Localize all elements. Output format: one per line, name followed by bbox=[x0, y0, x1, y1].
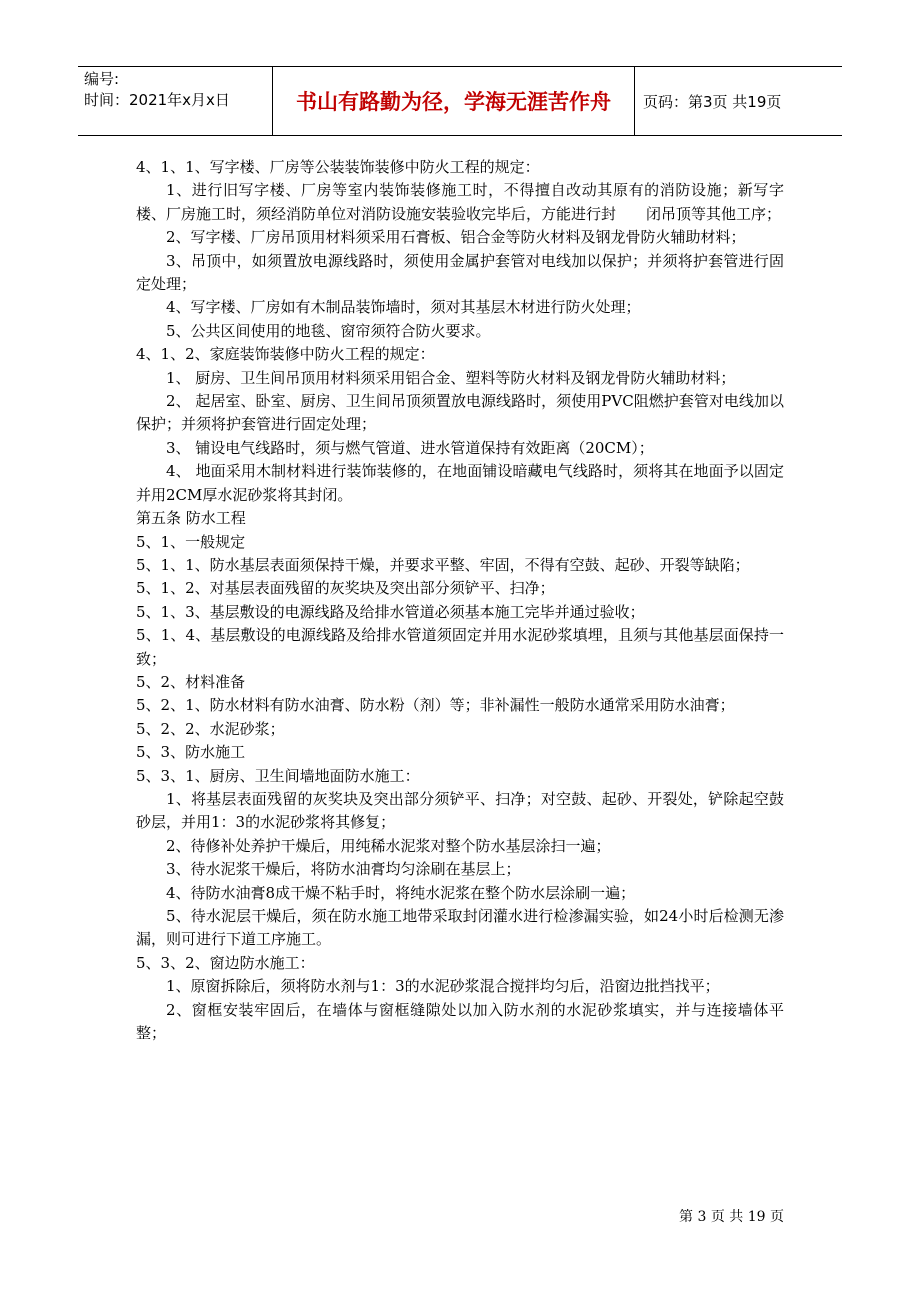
paragraph: 第五条 防水工程 bbox=[136, 509, 246, 528]
paragraph: 5、3、1、厨房、卫生间墙地面防水施工： bbox=[136, 766, 420, 785]
paragraph: 3、待水泥浆干燥后，将防水油膏均匀涂刷在基层上； bbox=[166, 860, 521, 879]
paragraph: 1、 厨房、卫生间吊顶用材料须采用铝合金、塑料等防火材料及钢龙骨防火辅助材料； bbox=[166, 368, 736, 387]
paragraph: 5、1、一般规定 bbox=[136, 532, 246, 551]
paragraph: 5、1、2、对基层表面残留的灰奖块及突出部分须铲平、扫净； bbox=[136, 579, 555, 598]
header-meta bbox=[78, 67, 273, 135]
paragraph: 5、2、材料准备 bbox=[136, 672, 246, 691]
paragraph: 5、1、4、基层敷设的电源线路及给排水管道须固定并用水泥砂浆填埋，且须与其他基层面保持一致； bbox=[136, 626, 784, 668]
paragraph: 2、写字楼、厂房吊顶用材料须采用石膏板、铝合金等防火材料及钢龙骨防火辅助材料； bbox=[166, 228, 746, 247]
paragraph: 3、吊顶中，如须置放电源线路时，须使用金属护套管对电线加以保护；并须将护套管进行固定处理； bbox=[136, 251, 784, 294]
paragraph: 5、3、防水施工 bbox=[136, 743, 246, 762]
document-body bbox=[136, 156, 784, 1045]
paragraph: 1、原窗拆除后，须将防水剂与1：3的水泥砂浆混合搅拌均匀后，沿窗边批挡找平； bbox=[166, 977, 720, 996]
header-motto: 书山有路勤为径，学海无涯苦作舟 bbox=[273, 67, 635, 135]
paragraph: 5、1、3、基层敷设的电源线路及给排水管道必须基本施工完毕并通过验收； bbox=[136, 602, 645, 621]
time-label: 时间：2021年x月x日 bbox=[84, 91, 230, 109]
paragraph: 3、 铺设电气线路时，须与燃气管道、进水管道保持有效距离（20CM）； bbox=[166, 438, 654, 457]
paragraph: 4、1、1、写字楼、厂房等公装装饰装修中防火工程的规定： bbox=[136, 158, 540, 176]
paragraph: 5、2、1、防水材料有防水油膏、防水粉（剂）等；非补漏性一般防水通常采用防水油膏； bbox=[136, 696, 735, 715]
page-footer: 第 3 页 共 19 页 bbox=[679, 1209, 784, 1225]
paragraph: 2、窗框安装牢固后，在墙体与窗框缝隙处以加入防水剂的水泥砂浆填实，并与连接墙体平整； bbox=[136, 1000, 784, 1043]
paragraph: 4、 地面采用木制材料进行装饰装修的，在地面铺设暗藏电气线路时，须将其在地面予以固定并用2CM厚水泥砂浆将其封闭。 bbox=[136, 462, 784, 504]
header-page-info: 页码：第3页 共19页 bbox=[643, 92, 782, 111]
paragraph: 5、2、2、水泥砂浆； bbox=[136, 719, 285, 738]
paragraph: 2、 起居室、卧室、厨房、卫生间吊顶须置放电源线路时，须使用PVC阻燃护套管对电线加以保护；并须将护套管进行固定处理； bbox=[136, 392, 784, 434]
code-label: 编号: bbox=[84, 70, 120, 88]
paragraph: 2、待修补处养护干燥后，用纯稀水泥浆对整个防水基层涂扫一遍； bbox=[166, 836, 611, 855]
paragraph: 5、3、2、窗边防水施工： bbox=[136, 953, 315, 972]
paragraph: 4、1、2、家庭装饰装修中防火工程的规定： bbox=[136, 345, 435, 364]
paragraph: 5、公共区间使用的地毯、窗帘须符合防火要求。 bbox=[166, 321, 491, 340]
page-header bbox=[78, 66, 842, 136]
paragraph: 1、将基层表面残留的灰奖块及突出部分须铲平、扫净；对空鼓、起砂、开裂处，铲除起空鼓砂层，并用1：3的水泥砂浆将其修复； bbox=[136, 789, 784, 832]
paragraph: 4、写字楼、厂房如有木制品装饰墙时，须对其基层木材进行防火处理； bbox=[166, 298, 641, 317]
paragraph: 5、待水泥层干燥后，须在防水施工地带采取封闭灌水进行检渗漏实验，如24小时后检测无渗漏，则可进行下道工序施工。 bbox=[136, 907, 784, 949]
paragraph: 4、待防水油膏8成干燥不粘手时，将纯水泥浆在整个防水层涂刷一遍； bbox=[166, 883, 636, 902]
paragraph: 1、进行旧写字楼、厂房等室内装饰装修施工时，不得擅自改动其原有的消防设施；新写字楼、厂房施工时，须经消防单位对消防设施安装验收完毕后，方能进行封 闭吊顶等其他工序； bbox=[136, 181, 784, 223]
paragraph: 5、1、1、防水基层表面须保持干燥，并要求平整、牢固，不得有空鼓、起砂、开裂等缺陷； bbox=[136, 555, 750, 574]
